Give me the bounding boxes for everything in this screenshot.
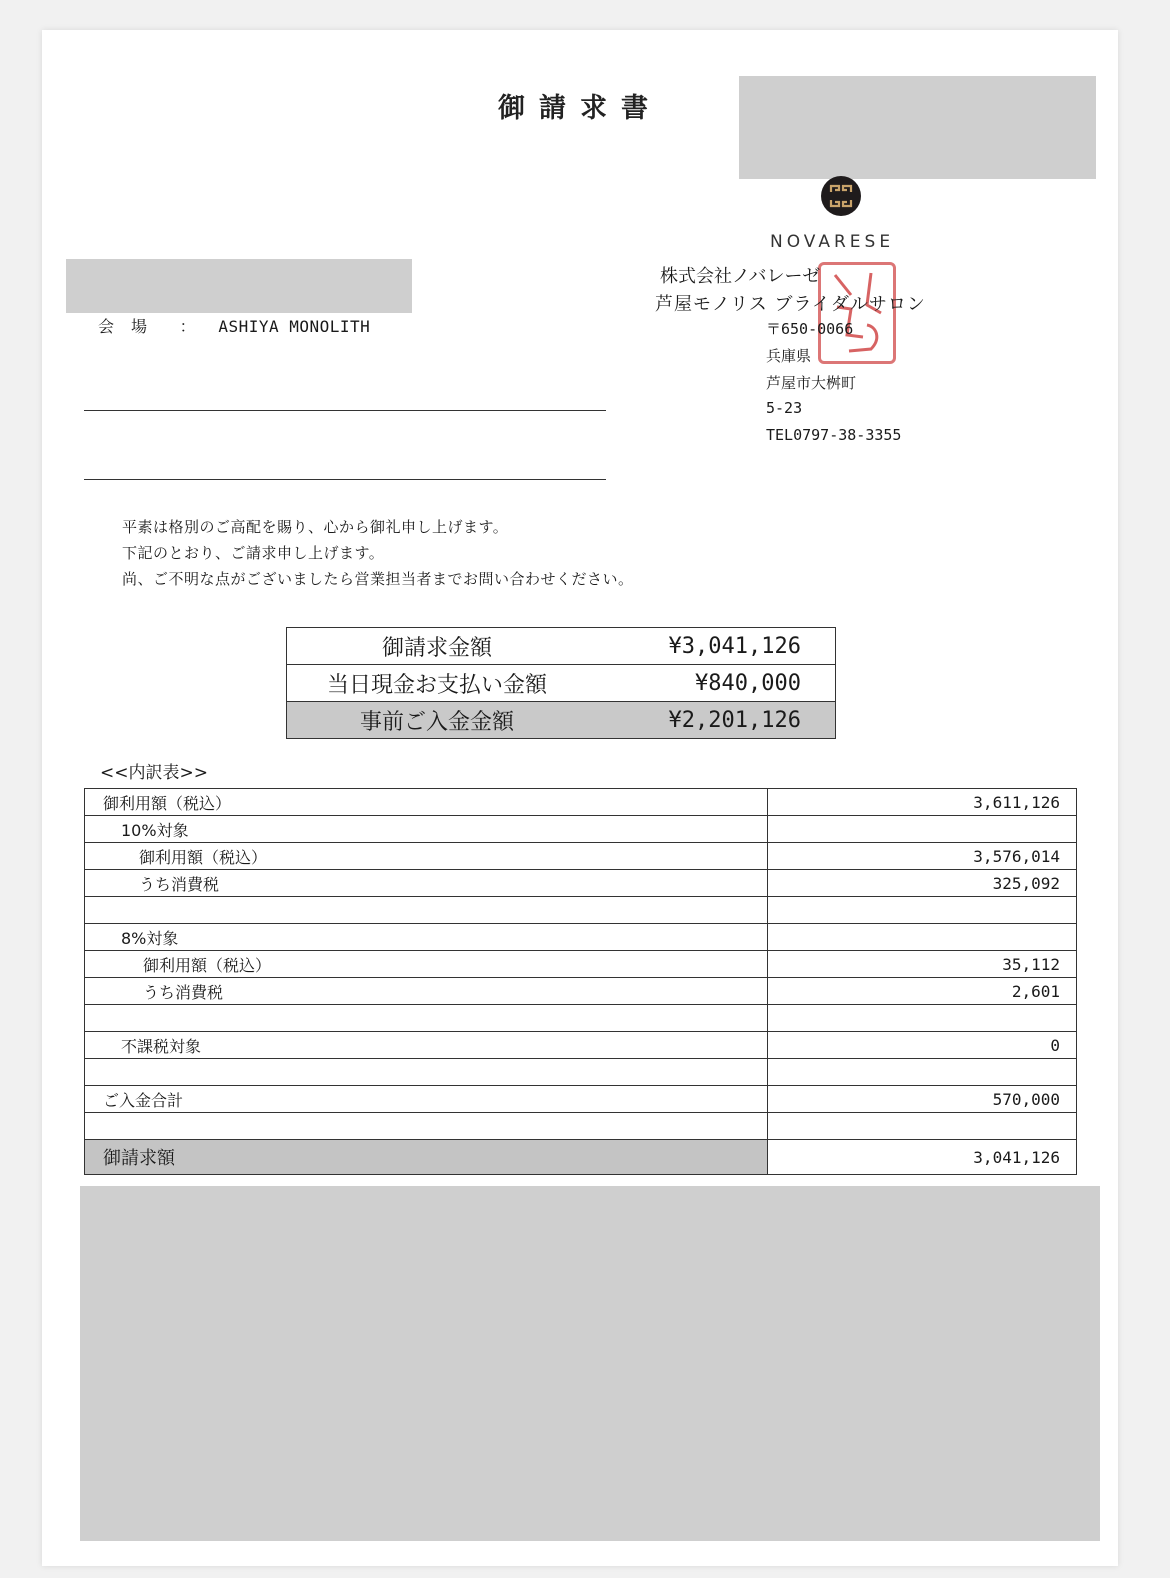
row-value [768, 1005, 1077, 1032]
row-value: 35,112 [768, 951, 1077, 978]
row-label: ご入金合計 [85, 1086, 768, 1113]
summary-label: 当日現金お支払い金額 [287, 665, 588, 702]
row-label: 不課税対象 [85, 1032, 768, 1059]
underline-1 [84, 410, 606, 411]
row-label: 8%対象 [85, 924, 768, 951]
summary-row-prepaid [287, 702, 836, 739]
table-row [85, 789, 1077, 816]
novarese-logo-icon [821, 176, 861, 216]
address-city: 芦屋市大桝町 [766, 374, 857, 392]
brand-name: NOVARESE [770, 232, 895, 252]
row-label: 10%対象 [85, 816, 768, 843]
venue-value: ASHIYA MONOLITH [218, 317, 371, 336]
row-value: 0 [768, 1032, 1077, 1059]
row-value [768, 897, 1077, 924]
venue-label: 会 場 [98, 317, 148, 336]
breakdown-title: <<内訳表>> [100, 763, 208, 783]
venue-separator: ： [179, 317, 197, 336]
row-label: 御請求額 [85, 1140, 768, 1175]
table-row [85, 1032, 1077, 1059]
greeting-line-1: 平素は格別のご高配を賜り、心から御礼申し上げます。 [122, 518, 509, 536]
greeting-line-3: 尚、ご不明な点がございましたら営業担当者までお問い合わせください。 [122, 570, 634, 588]
row-label: 御利用額（税込） [85, 843, 768, 870]
table-row [85, 924, 1077, 951]
row-label [85, 897, 768, 924]
summary-label: 事前ご入金金額 [287, 702, 588, 739]
summary-label: 御請求金額 [287, 628, 588, 665]
table-row [85, 951, 1077, 978]
redacted-block-top-right [739, 76, 1096, 179]
table-row [85, 1059, 1077, 1086]
row-value: 2,601 [768, 978, 1077, 1005]
greeting-line-2: 下記のとおり、ご請求申し上げます。 [122, 544, 385, 562]
summary-row-cash [287, 665, 836, 702]
document-title: 御請求書 [498, 93, 662, 124]
underline-2 [84, 479, 606, 480]
address-prefecture: 兵庫県 [766, 347, 812, 365]
row-value: 570,000 [768, 1086, 1077, 1113]
row-value [768, 816, 1077, 843]
row-value [768, 1113, 1077, 1140]
table-row [85, 978, 1077, 1005]
summary-row-total [287, 628, 836, 665]
row-value: 3,576,014 [768, 843, 1077, 870]
table-row [85, 1005, 1077, 1032]
table-row [85, 816, 1077, 843]
row-label [85, 1113, 768, 1140]
row-label: 御利用額（税込） [85, 789, 768, 816]
row-value [768, 1059, 1077, 1086]
summary-table [286, 627, 836, 739]
table-row [85, 870, 1077, 897]
table-row [85, 1113, 1077, 1140]
summary-value: ¥2,201,126 [587, 702, 836, 739]
row-value: 325,092 [768, 870, 1077, 897]
salon-name: 芦屋モノリス ブライダルサロン [655, 294, 926, 315]
breakdown-table [84, 788, 1077, 1175]
table-row-total [85, 1140, 1077, 1175]
row-label [85, 1059, 768, 1086]
row-label: 御利用額（税込） [85, 951, 768, 978]
table-row [85, 843, 1077, 870]
address-street: 5-23 [766, 399, 803, 417]
row-label [85, 1005, 768, 1032]
redacted-recipient-name [66, 259, 412, 313]
redacted-block-bottom [80, 1186, 1100, 1541]
row-value [768, 924, 1077, 951]
table-row [85, 897, 1077, 924]
table-row [85, 1086, 1077, 1113]
row-label: うち消費税 [85, 870, 768, 897]
company-name: 株式会社ノバレーゼ [660, 266, 821, 287]
row-value: 3,611,126 [768, 789, 1077, 816]
summary-value: ¥3,041,126 [587, 628, 836, 665]
telephone: TEL0797-38-3355 [766, 426, 902, 444]
summary-value: ¥840,000 [587, 665, 836, 702]
venue-line [98, 314, 370, 337]
row-value: 3,041,126 [768, 1140, 1077, 1175]
postal-code: 〒650-0066 [766, 320, 854, 338]
row-label: うち消費税 [85, 978, 768, 1005]
